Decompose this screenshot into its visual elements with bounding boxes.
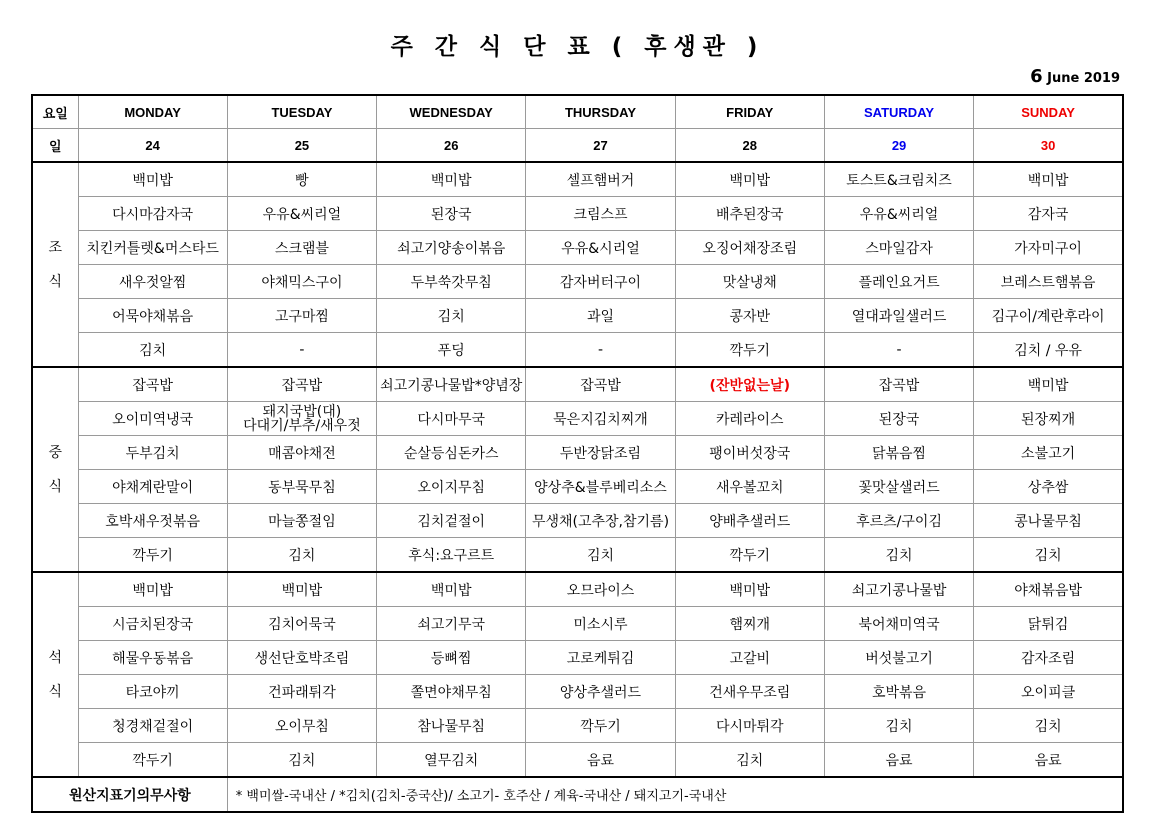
day-monday: MONDAY: [78, 95, 227, 129]
day-thursday: THURSDAY: [526, 95, 675, 129]
menu-item: 빵: [227, 162, 376, 197]
menu-item: 잡곡밥: [824, 367, 973, 402]
menu-item: 김치: [377, 299, 526, 333]
day-wednesday: WEDNESDAY: [377, 95, 526, 129]
menu-item: 버섯불고기: [824, 641, 973, 675]
menu-item: 잡곡밥: [227, 367, 376, 402]
menu-item: 청경채겉절이: [78, 709, 227, 743]
breakfast-label: [32, 162, 78, 367]
menu-item: 김치겉절이: [377, 504, 526, 538]
menu-item: 감자조림: [974, 641, 1123, 675]
menu-item: 우유&씨리얼: [824, 197, 973, 231]
menu-item: 생선단호박조림: [227, 641, 376, 675]
menu-item: 된장국: [824, 402, 973, 436]
date-header-row: [32, 129, 1123, 163]
lunch-row: [32, 367, 1123, 402]
menu-item: 어묵야채볶음: [78, 299, 227, 333]
dinner-row: [32, 743, 1123, 778]
dinner-label: [32, 572, 78, 777]
menu-item: 마늘쫑절임: [227, 504, 376, 538]
menu-item: 순살등심돈카스: [377, 436, 526, 470]
dinner-row: [32, 675, 1123, 709]
menu-item: 김치 / 우유: [974, 333, 1123, 368]
menu-item: 고로케튀김: [526, 641, 675, 675]
menu-item: 음료: [526, 743, 675, 778]
menu-item: 소불고기: [974, 436, 1123, 470]
menu-item: 백미밥: [78, 572, 227, 607]
menu-item: 야채믹스구이: [227, 265, 376, 299]
menu-item: 백미밥: [377, 572, 526, 607]
day-tuesday: TUESDAY: [227, 95, 376, 129]
menu-item: 상추쌈: [974, 470, 1123, 504]
menu-item: 된장국: [377, 197, 526, 231]
day-sunday: SUNDAY: [974, 95, 1123, 129]
menu-item: 양배추샐러드: [675, 504, 824, 538]
menu-item: 백미밥: [974, 162, 1123, 197]
menu-item: 시금치된장국: [78, 607, 227, 641]
footer-row: [32, 777, 1123, 812]
dinner-row: [32, 641, 1123, 675]
menu-item: 백미밥: [377, 162, 526, 197]
menu-item: 플레인요거트: [824, 265, 973, 299]
menu-item: 매콤야채전: [227, 436, 376, 470]
menu-item: 김치: [824, 538, 973, 573]
date-thursday: 27: [526, 129, 675, 163]
dinner-label-char: 석: [48, 649, 63, 666]
menu-item: 동부묵무침: [227, 470, 376, 504]
breakfast-row: [32, 162, 1123, 197]
lunch-row: [32, 538, 1123, 573]
origin-label: 원산지표기의무사항: [32, 777, 227, 812]
menu-item: 배추된장국: [675, 197, 824, 231]
menu-item: -: [227, 333, 376, 368]
menu-item: 새우볼꼬치: [675, 470, 824, 504]
menu-item: 두반장닭조림: [526, 436, 675, 470]
menu-item: 열무김치: [377, 743, 526, 778]
menu-item: 김치: [824, 709, 973, 743]
lunch-row: [32, 402, 1123, 436]
menu-item: 새우젓알찜: [78, 265, 227, 299]
lunch-label-char: 식: [48, 478, 63, 495]
menu-item: 감자버터구이: [526, 265, 675, 299]
menu-item: 다시마튀각: [675, 709, 824, 743]
menu-item: 백미밥: [227, 572, 376, 607]
menu-item: 감자국: [974, 197, 1123, 231]
menu-item: 호박새우젓볶음: [78, 504, 227, 538]
menu-item: 닭튀김: [974, 607, 1123, 641]
menu-item: 카레라이스: [675, 402, 824, 436]
menu-item: 두부김치: [78, 436, 227, 470]
menu-item: 백미밥: [675, 162, 824, 197]
menu-item: -: [824, 333, 973, 368]
menu-item: 깍두기: [675, 333, 824, 368]
menu-item: 깍두기: [675, 538, 824, 573]
lunch-label-char: 중: [48, 444, 63, 461]
menu-item: 백미밥: [675, 572, 824, 607]
menu-item: 참나물무침: [377, 709, 526, 743]
menu-item: 쇠고기콩나물밥*양념장: [377, 367, 526, 402]
menu-item: 우유&씨리얼: [227, 197, 376, 231]
menu-item: 고갈비: [675, 641, 824, 675]
menu-item: 쇠고기양송이볶음: [377, 231, 526, 265]
menu-item: 음료: [824, 743, 973, 778]
menu-item: 북어채미역국: [824, 607, 973, 641]
menu-item: 건파래튀각: [227, 675, 376, 709]
day-header-row: [32, 95, 1123, 129]
menu-item: 맛살냉채: [675, 265, 824, 299]
breakfast-row: [32, 231, 1123, 265]
menu-item: -: [526, 333, 675, 368]
menu-item: 미소시루: [526, 607, 675, 641]
menu-item: [227, 402, 376, 436]
menu-item: 다시마무국: [377, 402, 526, 436]
day-friday: FRIDAY: [675, 95, 824, 129]
date-monday: 24: [78, 129, 227, 163]
menu-item-line: 다대기/부추/새우젓: [243, 417, 361, 434]
menu-item: 오이무침: [227, 709, 376, 743]
menu-item: 김치: [974, 709, 1123, 743]
menu-item: 쇠고기콩나물밥: [824, 572, 973, 607]
breakfast-row: [32, 299, 1123, 333]
menu-item: 오므라이스: [526, 572, 675, 607]
menu-item: 김치: [227, 743, 376, 778]
menu-item: 오징어채장조림: [675, 231, 824, 265]
menu-item: 야채볶음밥: [974, 572, 1123, 607]
menu-item: 쇠고기무국: [377, 607, 526, 641]
dinner-row: [32, 607, 1123, 641]
menu-item: 오이피클: [974, 675, 1123, 709]
menu-item: 김치: [974, 538, 1123, 573]
day-label: 요일: [32, 95, 78, 129]
date-sunday: 30: [974, 129, 1123, 163]
menu-item: 우유&시리얼: [526, 231, 675, 265]
menu-item: (잔반없는날): [675, 367, 824, 402]
menu-item: 잡곡밥: [78, 367, 227, 402]
menu-item: 오이지무침: [377, 470, 526, 504]
page-title: 주 간 식 단 표 ( 후생관 ): [390, 34, 765, 60]
date-tuesday: 25: [227, 129, 376, 163]
menu-item: 과일: [526, 299, 675, 333]
menu-item: 후르츠/구이김: [824, 504, 973, 538]
menu-item: 김치: [675, 743, 824, 778]
menu-item: 김치: [227, 538, 376, 573]
menu-item: 스마일감자: [824, 231, 973, 265]
menu-item: 오이미역냉국: [78, 402, 227, 436]
menu-item: 무생채(고추장,참기름): [526, 504, 675, 538]
menu-item: 김구이/계란후라이: [974, 299, 1123, 333]
menu-item: 양상추&블루베리소스: [526, 470, 675, 504]
weekly-menu-table: [31, 94, 1124, 813]
breakfast-row: [32, 333, 1123, 368]
menu-item: 치킨커틀렛&머스타드: [78, 231, 227, 265]
menu-item: 깍두기: [78, 538, 227, 573]
menu-item: 잡곡밥: [526, 367, 675, 402]
menu-item: 햄찌개: [675, 607, 824, 641]
menu-item: 야채계란말이: [78, 470, 227, 504]
menu-item: 된장찌개: [974, 402, 1123, 436]
menu-item: 등뼈찜: [377, 641, 526, 675]
breakfast-row: [32, 197, 1123, 231]
menu-item: 꽃맛살샐러드: [824, 470, 973, 504]
menu-item: 다시마감자국: [78, 197, 227, 231]
date-wednesday: 26: [377, 129, 526, 163]
date-friday: 28: [675, 129, 824, 163]
menu-item: 고구마찜: [227, 299, 376, 333]
day-saturday: SATURDAY: [824, 95, 973, 129]
breakfast-row: [32, 265, 1123, 299]
menu-table-body: [32, 95, 1123, 812]
menu-item: 깍두기: [526, 709, 675, 743]
menu-item: 두부쑥갓무침: [377, 265, 526, 299]
menu-item: 푸딩: [377, 333, 526, 368]
menu-date: [1030, 66, 1120, 87]
menu-item: 가자미구이: [974, 231, 1123, 265]
dinner-row: [32, 709, 1123, 743]
menu-item: 콩자반: [675, 299, 824, 333]
lunch-row: [32, 470, 1123, 504]
menu-item: 건새우무조림: [675, 675, 824, 709]
menu-item: 닭볶음찜: [824, 436, 973, 470]
dinner-row: [32, 572, 1123, 607]
menu-item: 스크램블: [227, 231, 376, 265]
menu-item: 김치어묵국: [227, 607, 376, 641]
menu-item: 묵은지김치찌개: [526, 402, 675, 436]
menu-item: 백미밥: [78, 162, 227, 197]
menu-item: 타코야끼: [78, 675, 227, 709]
lunch-row: [32, 436, 1123, 470]
menu-item: 깍두기: [78, 743, 227, 778]
date-saturday: 29: [824, 129, 973, 163]
dinner-label-char: 식: [48, 683, 63, 700]
menu-item: 셀프햄버거: [526, 162, 675, 197]
menu-item: 후식:요구르트: [377, 538, 526, 573]
menu-item: 해물우동볶음: [78, 641, 227, 675]
menu-item: 토스트&크림치즈: [824, 162, 973, 197]
lunch-row: [32, 504, 1123, 538]
origin-text: * 백미쌀-국내산 / *김치(김치-중국산)/ 소고기- 호주산 / 계육-국내산 / 돼지고기-국내산: [227, 777, 1123, 812]
date-day: 6: [1030, 66, 1043, 87]
menu-item: 김치: [78, 333, 227, 368]
menu-item: 음료: [974, 743, 1123, 778]
menu-item: 콩나물무침: [974, 504, 1123, 538]
menu-item: 김치: [526, 538, 675, 573]
menu-item: 팽이버섯장국: [675, 436, 824, 470]
menu-item: 쫄면야채무침: [377, 675, 526, 709]
menu-item: 열대과일샐러드: [824, 299, 973, 333]
menu-item: 브레스트햄볶음: [974, 265, 1123, 299]
date-label: 일: [32, 129, 78, 163]
menu-item: 호박볶음: [824, 675, 973, 709]
date-month-year: June 2019: [1047, 71, 1120, 86]
menu-item: 백미밥: [974, 367, 1123, 402]
menu-item: 양상추샐러드: [526, 675, 675, 709]
breakfast-label-char: 조: [48, 239, 63, 256]
menu-item: 크림스프: [526, 197, 675, 231]
menu-item-line: 돼지국밥(대): [262, 403, 342, 420]
breakfast-label-char: 식: [48, 273, 63, 290]
lunch-label: [32, 367, 78, 572]
